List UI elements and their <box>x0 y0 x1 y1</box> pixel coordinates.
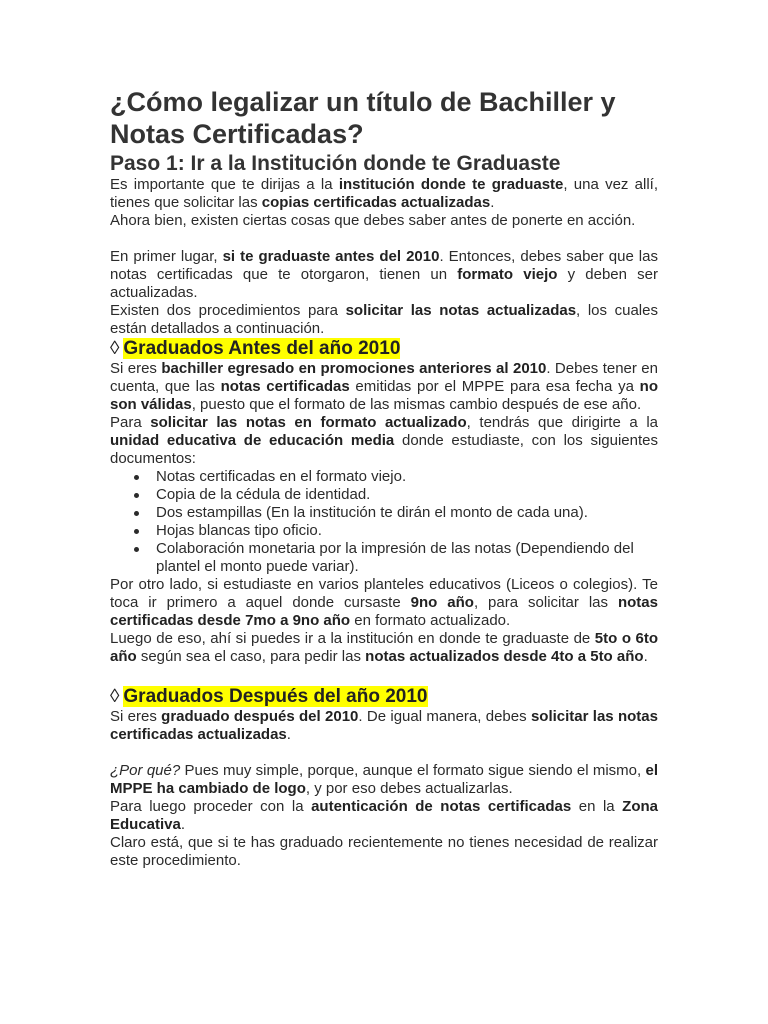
after-paragraph-1: Si eres graduado después del 2010. De igual manera, debes solicitar las notas certificadas actualizadas. <box>110 708 658 743</box>
after-paragraph-3: Para luego proceder con la autenticación de notas certificadas en la Zona Educativa. <box>110 798 658 833</box>
before-paragraph-2: Para solicitar las notas en formato actualizado, tendrás que dirigirte a la unidad educativa de educación media donde estudiaste, con los siguientes documentos: <box>110 414 659 467</box>
diamond-icon: ◊ <box>110 338 120 359</box>
intro-paragraph-1: Es importante que te dirijas a la institución donde te graduaste, una vez allí, tienes que solicitar las copias certificadas actualizadas. <box>110 176 658 211</box>
before-paragraph-1: Si eres bachiller egresado en promociones anteriores al 2010. Debes tener en cuenta, que las notas certificadas emitidas por el MPPE para esa fecha ya no son válidas, puesto que el formato de las mismas cambio después de ese año. <box>110 360 658 413</box>
list-item: Colaboración monetaria por la impresión de las notas (Dependiendo del plantel el monto puede variar). <box>156 540 658 576</box>
after-paragraph-4: Claro está, que si te has graduado recientemente no tienes necesidad de realizar este procedimiento. <box>110 834 658 869</box>
after-paragraph-2: ¿Por qué? Pues muy simple, porque, aunque el formato sigue siendo el mismo, el MPPE ha cambiado de logo, y por eso debes actualizarlas. <box>110 762 658 797</box>
before-paragraph-4: Luego de eso, ahí si puedes ir a la institución en donde te graduaste de 5to o 6to año según sea el caso, para pedir las notas actualizados desde 4to a 5to año. <box>110 630 658 665</box>
before-paragraph-3: Por otro lado, si estudiaste en varios planteles educativos (Liceos o colegios). Te toca ir primero a aquel donde cursaste 9no año, para solicitar las notas certificadas desde 7mo a 9no año en formato actualizado. <box>110 576 658 629</box>
intro-paragraph-2: Ahora bien, existen ciertas cosas que debes saber antes de ponerte en acción. <box>110 212 636 229</box>
section-heading-before-2010 <box>110 338 658 360</box>
step1-heading: Paso 1: Ir a la Institución donde te Graduaste <box>110 152 561 175</box>
section-heading-label: Graduados Antes del año 2010 <box>123 338 401 359</box>
list-item: Hojas blancas tipo oficio. <box>156 522 658 540</box>
list-item: Dos estampillas (En la institución te dirán el monto de cada una). <box>156 504 658 522</box>
intro-paragraph-3: En primer lugar, si te graduaste antes del 2010. Entonces, debes saber que las notas certificadas que te otorgaron, tienen un formato viejo y deben ser actualizadas. <box>110 248 658 301</box>
intro-paragraph-4: Existen dos procedimientos para solicitar las notas actualizadas, los cuales están detallados a continuación. <box>110 302 658 337</box>
documents-list <box>110 468 658 576</box>
list-item: Notas certificadas en el formato viejo. <box>156 468 658 486</box>
page-title: ¿Cómo legalizar un título de Bachiller y Notas Certificadas? <box>110 87 616 149</box>
list-item: Copia de la cédula de identidad. <box>156 486 658 504</box>
section-heading-after-2010 <box>110 686 658 708</box>
document-body <box>110 86 658 870</box>
diamond-icon: ◊ <box>110 686 120 707</box>
section-heading-label: Graduados Después del año 2010 <box>123 686 428 707</box>
